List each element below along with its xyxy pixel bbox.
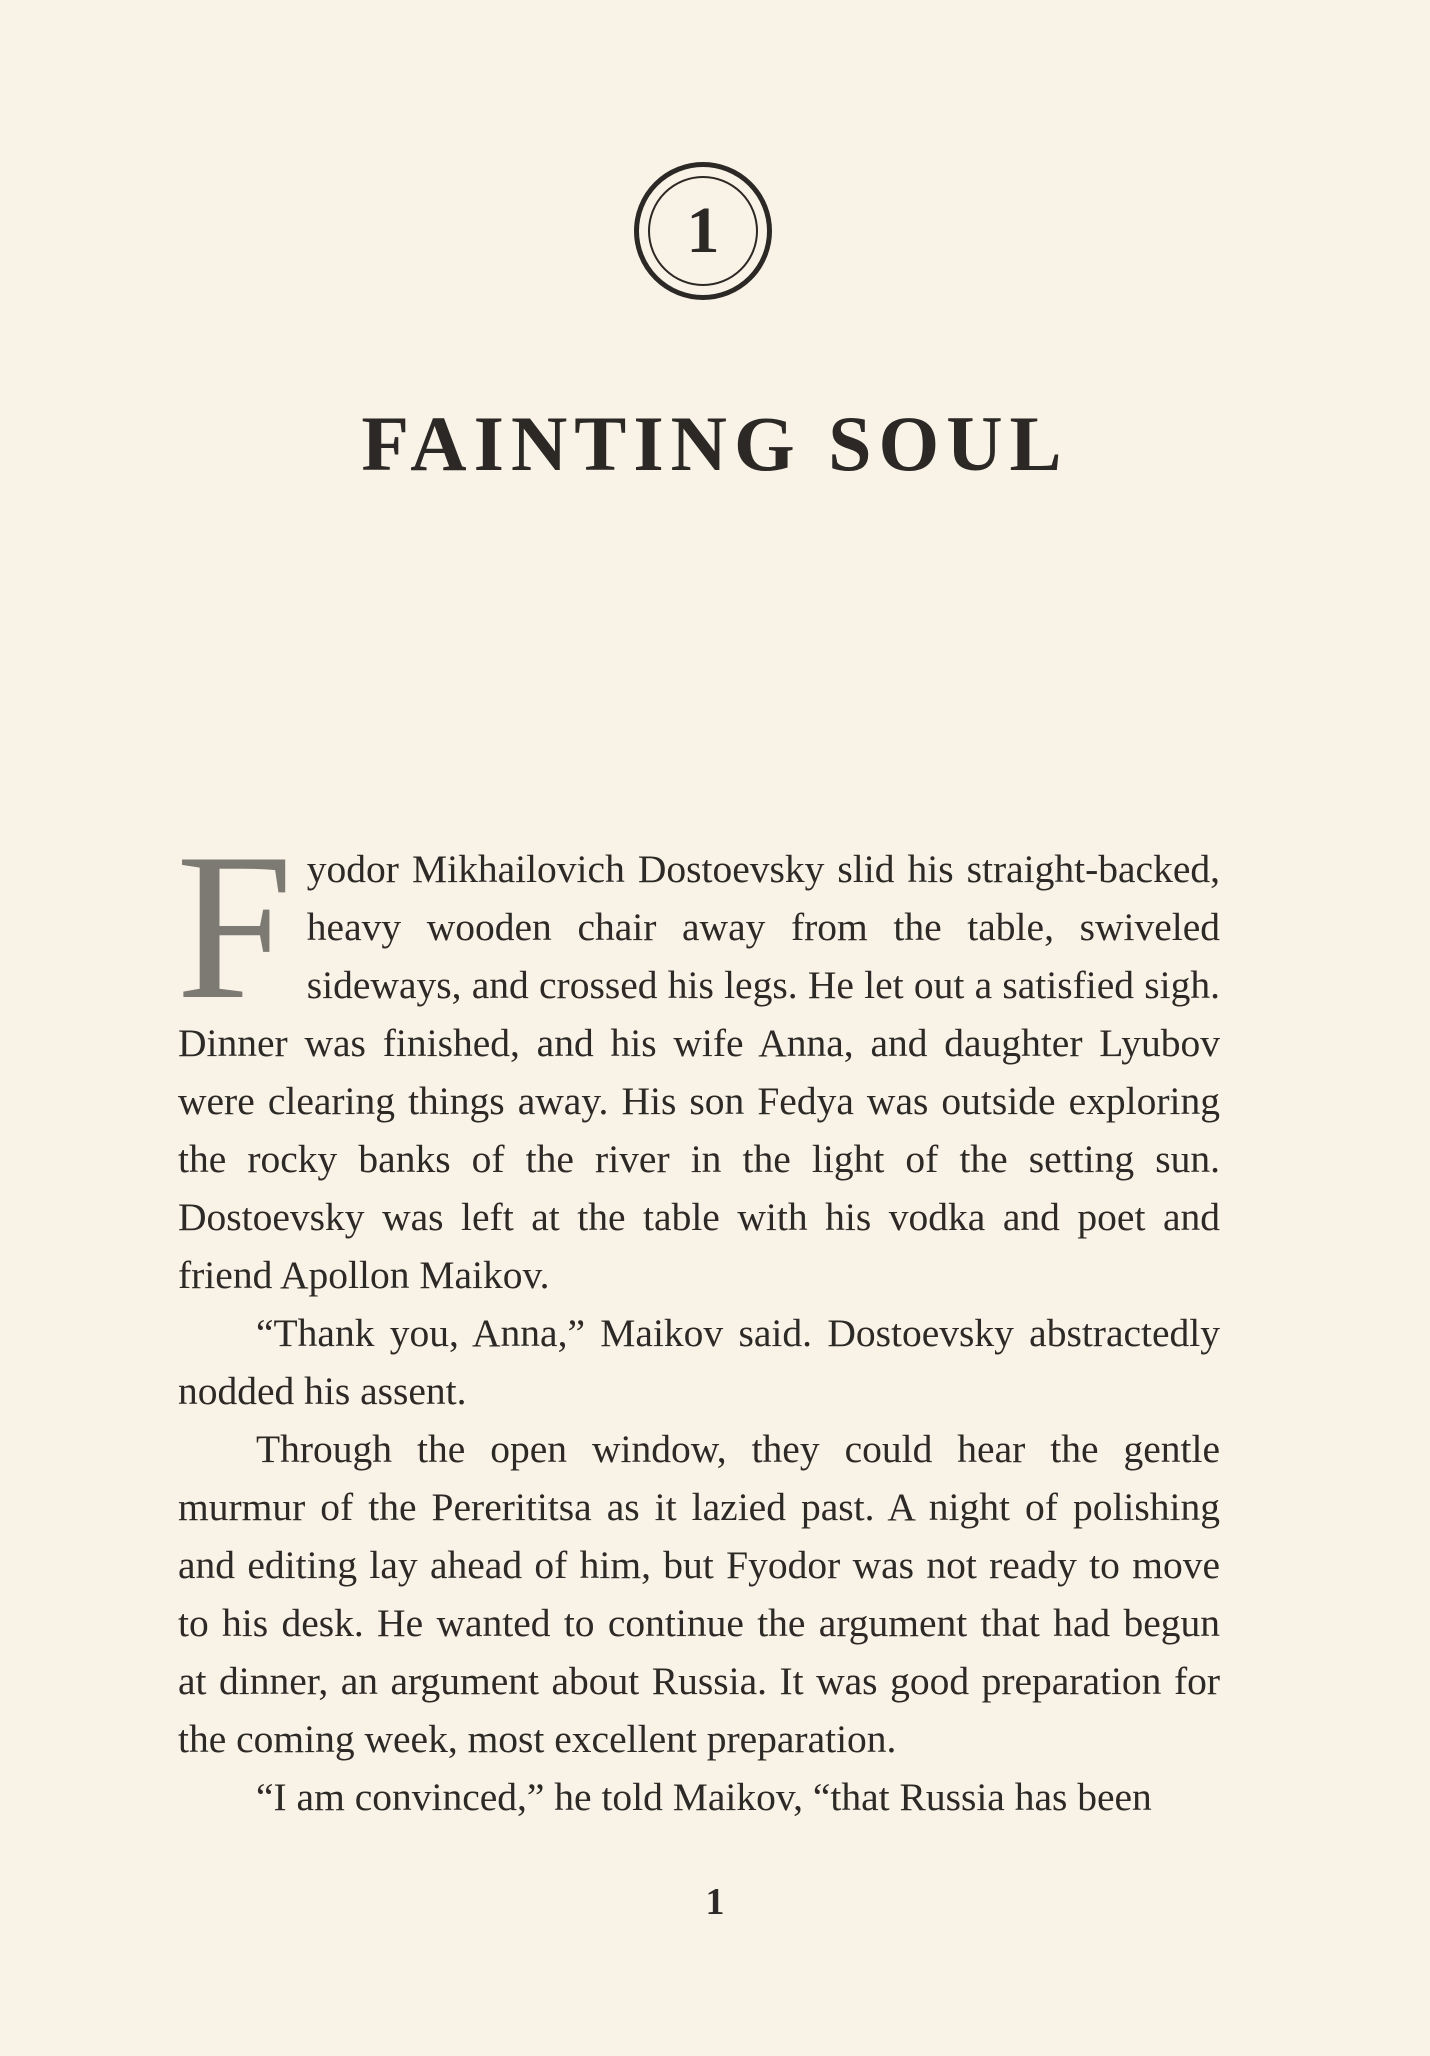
chapter-number: 1 bbox=[648, 176, 758, 286]
chapter-title: FAINTING SOUL bbox=[361, 400, 1069, 487]
paragraph: “Thank you, Anna,” Maikov said. Dostoevsky abstractedly nodded his assent. bbox=[178, 1311, 1220, 1413]
paragraph: “I am convinced,” he told Maikov, “that Russia has been bbox=[256, 1775, 1152, 1819]
chapter-number-badge bbox=[634, 162, 772, 300]
paragraph: Through the open window, they could hear the gentle murmur of the Pererititsa as it lazied past. A night of polishing and editing lay ahead of him, but Fyodor was not ready to move to his desk. He wanted to continue the argument that had begun at dinner, an argument about Russia. It was good preparation for the coming week, most excellent preparation. bbox=[178, 1427, 1220, 1761]
body-text bbox=[176, 811, 1220, 1826]
opening-paragraph bbox=[176, 811, 1220, 1304]
drop-cap: F bbox=[176, 811, 293, 1043]
opening-text: yodor Mikhailovich Dostoevsky slid his straight-backed, heavy wooden chair away from the table, swiveled sideways, and crossed his legs. He let out a satisfied sigh. Dinner was finished, and his wife Anna, and daughter Lyubov were clearing things away. His son Fedya was outside exploring the rocky banks of the river in the light of the setting sun. Dostoevsky was left at the table with his vodka and poet and friend Apollon Maikov. bbox=[178, 847, 1220, 1297]
page-number: 1 bbox=[705, 1881, 725, 1923]
